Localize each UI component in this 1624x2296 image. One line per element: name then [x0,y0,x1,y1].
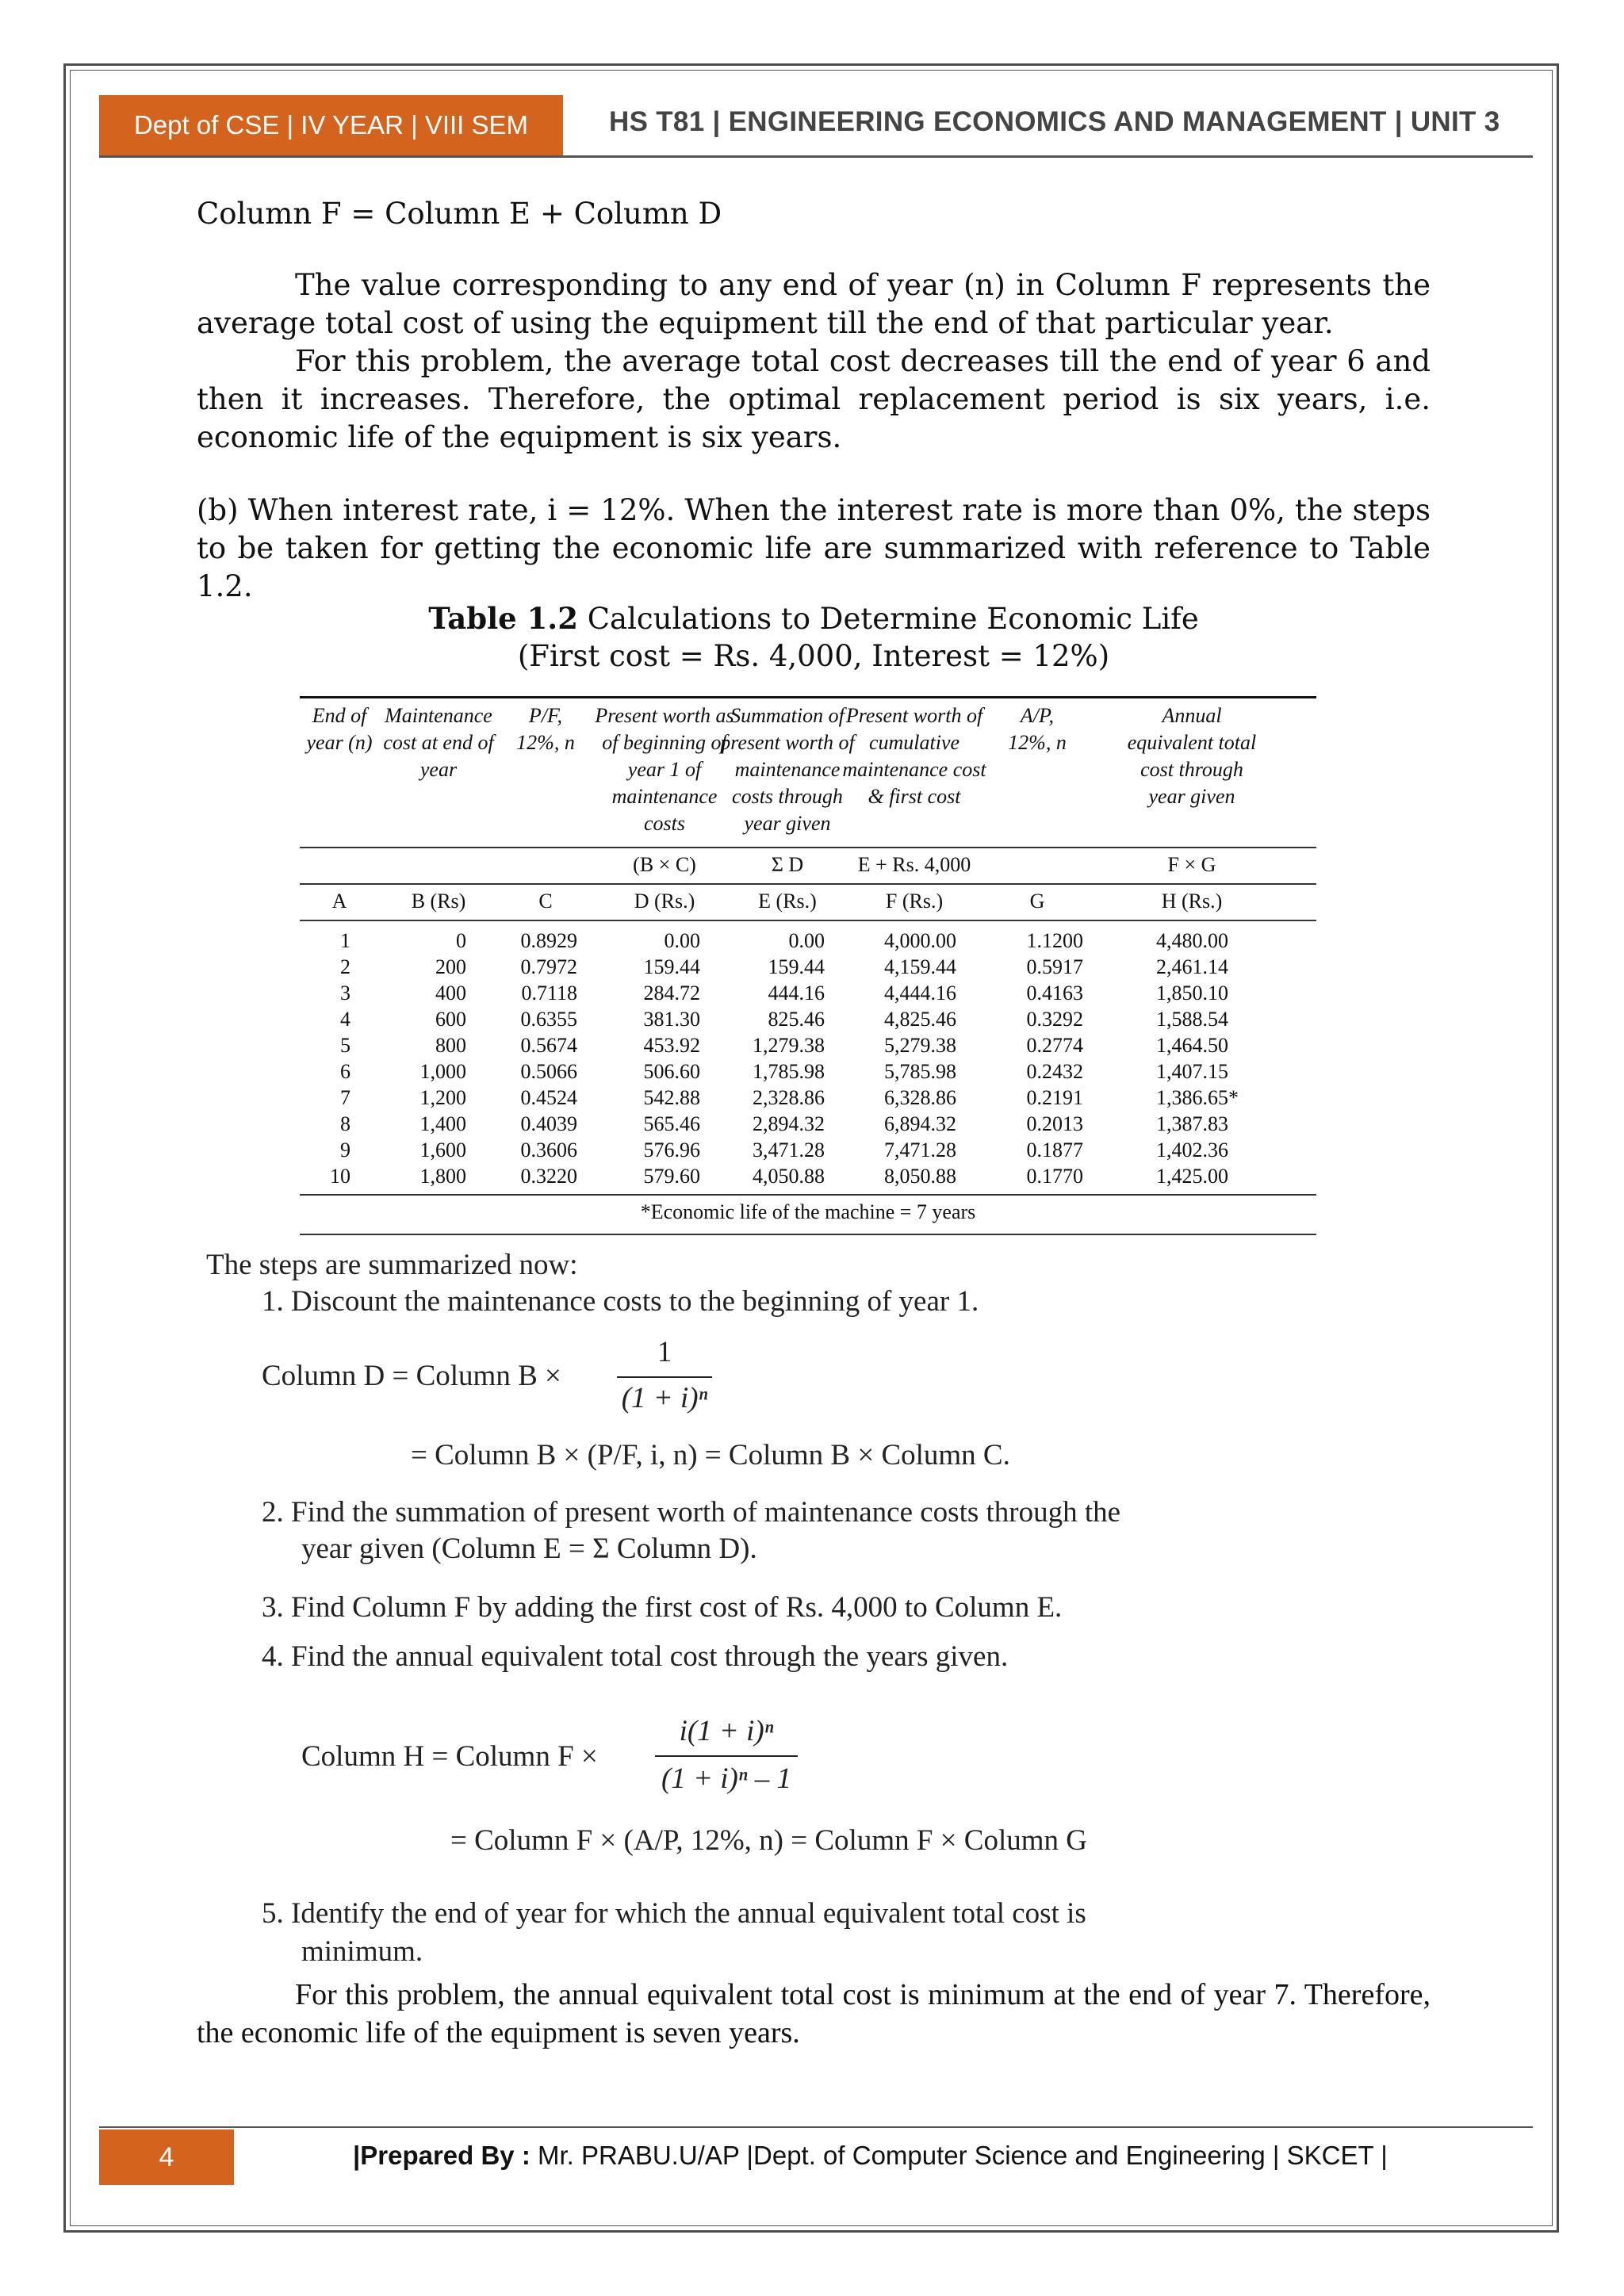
table-cell: 0.1877 [1026,1138,1083,1161]
table-cell: 1,200 [419,1086,466,1109]
table-cell: 1,464.50 [1156,1034,1228,1057]
table-col-header: Present worth as of beginning of year 1 of maintenance costs [595,704,734,835]
table-cell: 1,600 [419,1138,466,1161]
table-cell: 0.3292 [1026,1008,1083,1031]
step-1-fraction-numerator: 1 [657,1336,672,1368]
header-course: HS T81 | ENGINEERING ECONOMICS AND MANAGEMENT | UNIT 3 [609,106,1500,137]
table-col-letter: H (Rs.) [1161,890,1223,913]
table-col-header: Summation of present worth of maintenance costs through year given [720,704,855,835]
paragraph-2: For this problem, the average total cost decreases till the end of year 6 and then it increases. Therefore, the optimal replacement period is six years, i.e. economic life of the equipment is six years. [197,344,1431,454]
table-cell: 0.2191 [1026,1086,1083,1109]
table-cell: 6,328.86 [884,1086,956,1109]
table-cell: 4,444.16 [884,982,956,1004]
table-cell: 0.5917 [1026,955,1083,978]
table-cell: 600 [435,1008,466,1031]
table-col-formula: E + Rs. 4,000 [857,853,971,876]
table-cell: 4 [340,1008,350,1031]
table-cell: 1.1200 [1026,929,1083,952]
table-cell: 3,471.28 [753,1138,825,1161]
table-cell: 4,480.00 [1156,929,1228,952]
paragraph-3: (b) When interest rate, i = 12%. When the interest rate is more than 0%, the steps to be taken for getting the economic life are summarized with reference to Table 1.2. [197,493,1431,603]
table-cell: 381.30 [643,1008,700,1031]
table-col-header: Present worth of cumulative maintenance cost & first cost [842,704,986,808]
table-col-letter: D (Rs.) [634,890,695,913]
step-2-line2: year given (Column E = Σ Column D). [301,1533,757,1565]
step-2-line1: 2. Find the summation of present worth of maintenance costs through the [262,1496,1121,1529]
step-4-fraction-denominator: (1 + i)ⁿ – 1 [661,1762,792,1795]
table-cell: 0 [456,929,466,952]
table-cell: 4,159.44 [884,955,956,978]
table-col-header: Annual equivalent total cost through year given [1127,704,1257,808]
table-col-header: P/F, 12%, n [516,704,575,754]
table-cell: 1,785.98 [753,1060,825,1083]
table-cell: 0.2432 [1026,1060,1083,1083]
table-cell: 5,279.38 [884,1034,956,1057]
table-cell: 1,425.00 [1156,1165,1228,1188]
table-cell: 0.4039 [520,1112,577,1135]
table-col-letter: F (Rs.) [885,890,944,913]
table-cell: 10 [330,1165,350,1188]
footer-prepared-text: Mr. PRABU.U/AP |Dept. of Computer Science and Engineering | SKCET | [537,2141,1388,2170]
table-cell: 506.60 [643,1060,700,1083]
step-1: 1. Discount the maintenance costs to the beginning of year 1. [262,1285,979,1318]
table-cell: 0.7972 [520,955,577,978]
table-cell: 1,000 [419,1060,466,1083]
header-dept-box [99,95,563,155]
table-cell: 0.8929 [520,929,577,952]
table-cell: 1 [340,929,350,952]
table-cell: 159.44 [643,955,700,978]
table-cell: 284.72 [643,982,700,1004]
table-cell: 4,825.46 [884,1008,956,1031]
step-5-line2: minimum. [301,1935,423,1968]
table-rule-top [300,696,1316,698]
table-cell: 0.3220 [520,1165,577,1188]
table-cell: 400 [435,982,466,1004]
steps-intro: The steps are summarized now: [206,1249,578,1281]
table-cell: 2 [340,955,350,978]
table-cell: 444.16 [768,982,825,1004]
step-4-formula-line2: = Column F × (A/P, 12%, n) = Column F × Column G [450,1824,1087,1857]
step-1-fraction-denominator: (1 + i)ⁿ [621,1382,708,1414]
table-col-letter: B (Rs) [411,890,466,913]
table-cell: 9 [340,1138,350,1161]
table-cell: 453.92 [643,1034,700,1057]
table-cell: 1,279.38 [753,1034,825,1057]
table-cell: 0.00 [664,929,700,952]
table-cell: 7 [340,1086,350,1109]
table-cell: 542.88 [643,1086,700,1109]
conclusion: For this problem, the annual equivalent total cost is minimum at the end of year 7. Therefore, the economic life of the equipment is seven years. [197,1978,1431,2049]
table-rule-bottom [300,1194,1316,1196]
footer-prepared-label: |Prepared By : [353,2141,538,2170]
table-cell: 4,000.00 [884,929,956,952]
table-cell: 0.1770 [1026,1165,1083,1188]
table-col-header: A/P, 12%, n [1008,704,1067,754]
table-cell: 2,894.32 [753,1112,825,1135]
table-col-formula: Σ D [771,853,804,876]
paragraph-1: The value corresponding to any end of year (n) in Column F represents the average total cost of using the equipment till the end of that particular year. [197,268,1431,340]
table-cell: 825.46 [768,1008,825,1031]
table-cell: 579.60 [643,1165,700,1188]
footer-credit [353,2141,1388,2171]
table-cell: 1,387.83 [1156,1112,1228,1135]
step-3: 3. Find Column F by adding the first cost of Rs. 4,000 to Column E. [262,1591,1063,1624]
header-dept: Dept of CSE | IV YEAR | VIII SEM [133,110,529,140]
table-cell: 1,800 [419,1165,466,1188]
table-cell: 0.5674 [520,1034,577,1057]
step-4-fraction-bar [655,1755,798,1757]
step-4-fraction-numerator: i(1 + i)ⁿ [679,1715,774,1747]
table-cell: 5,785.98 [884,1060,956,1083]
formula-column-f: Column F = Column E + Column D [197,197,722,231]
table-rule-letters [300,920,1316,921]
table-cell: 1,588.54 [1156,1008,1228,1031]
table-caption [197,599,1431,638]
table-cell: 0.3606 [520,1138,577,1161]
table-cell: 800 [435,1034,466,1057]
step-4: 4. Find the annual equivalent total cost through the years given. [262,1640,1009,1673]
table-cell: 0.00 [788,929,825,952]
table-cell: 2,328.86 [753,1086,825,1109]
table-cell: 7,471.28 [884,1138,956,1161]
table-cell: 1,407.15 [1156,1060,1228,1083]
step-4-formula-lhs: Column H = Column F × [301,1740,598,1773]
step-1-formula-lhs: Column D = Column B × [262,1360,561,1392]
table-cell: 0.2774 [1026,1034,1083,1057]
table-cell: 0.5066 [520,1060,577,1083]
table-rule-header [300,847,1316,848]
table-col-letter: A [331,890,347,913]
footer-page-box [99,2130,234,2185]
table-caption-sub: (First cost = Rs. 4,000, Interest = 12%) [517,639,1110,673]
table-cell: 1,850.10 [1156,982,1228,1004]
table-col-letter: C [538,890,553,913]
table-cell: 1,400 [419,1112,466,1135]
table-cell: 5 [340,1034,350,1057]
table-cell: 0.4524 [520,1086,577,1109]
page-number: 4 [159,2141,174,2172]
table-cell: 0.2013 [1026,1112,1083,1135]
table-cell: 576.96 [643,1138,700,1161]
table-cell: 2,461.14 [1156,955,1228,978]
table-cell: 3 [340,982,350,1004]
table-caption-label: Table 1.2 [428,601,578,636]
table-col-formula: F × G [1167,853,1216,876]
table-cell: 4,050.88 [753,1165,825,1188]
table-col-header: Maintenance cost at end of year [383,704,494,781]
table-cell: 6 [340,1060,350,1083]
table-cell: 0.7118 [521,982,577,1004]
table-cell: 1,402.36 [1156,1138,1228,1161]
step-5-line1: 5. Identify the end of year for which the annual equivalent total cost is [262,1897,1086,1930]
header-rule [99,155,1533,158]
table-cell: 1,386.65* [1156,1086,1239,1109]
table-col-header: End of year (n) [306,704,373,754]
table-cell: 565.46 [643,1112,700,1135]
table-caption-title: Calculations to Determine Economic Life [577,602,1199,636]
table-cell: 200 [435,955,466,978]
table-rule-end [300,1234,1316,1235]
table-cell: 0.4163 [1026,982,1083,1004]
table-col-letter: G [1029,890,1045,913]
table-col-letter: E (Rs.) [758,890,817,913]
step-1-fraction-bar [617,1376,712,1378]
table-cell: 6,894.32 [884,1112,956,1135]
footer-rule [99,2126,1533,2128]
step-1-formula-line2: = Column B × (P/F, i, n) = Column B × Column C. [411,1439,1010,1471]
table-cell: 159.44 [768,955,825,978]
table-cell: 0.6355 [520,1008,577,1031]
table-col-formula: (B × C) [633,853,696,876]
table-footnote: *Economic life of the machine = 7 years [640,1200,976,1223]
table-rule-formula [300,883,1316,885]
table-cell: 8 [340,1112,350,1135]
table-cell: 8,050.88 [884,1165,956,1188]
